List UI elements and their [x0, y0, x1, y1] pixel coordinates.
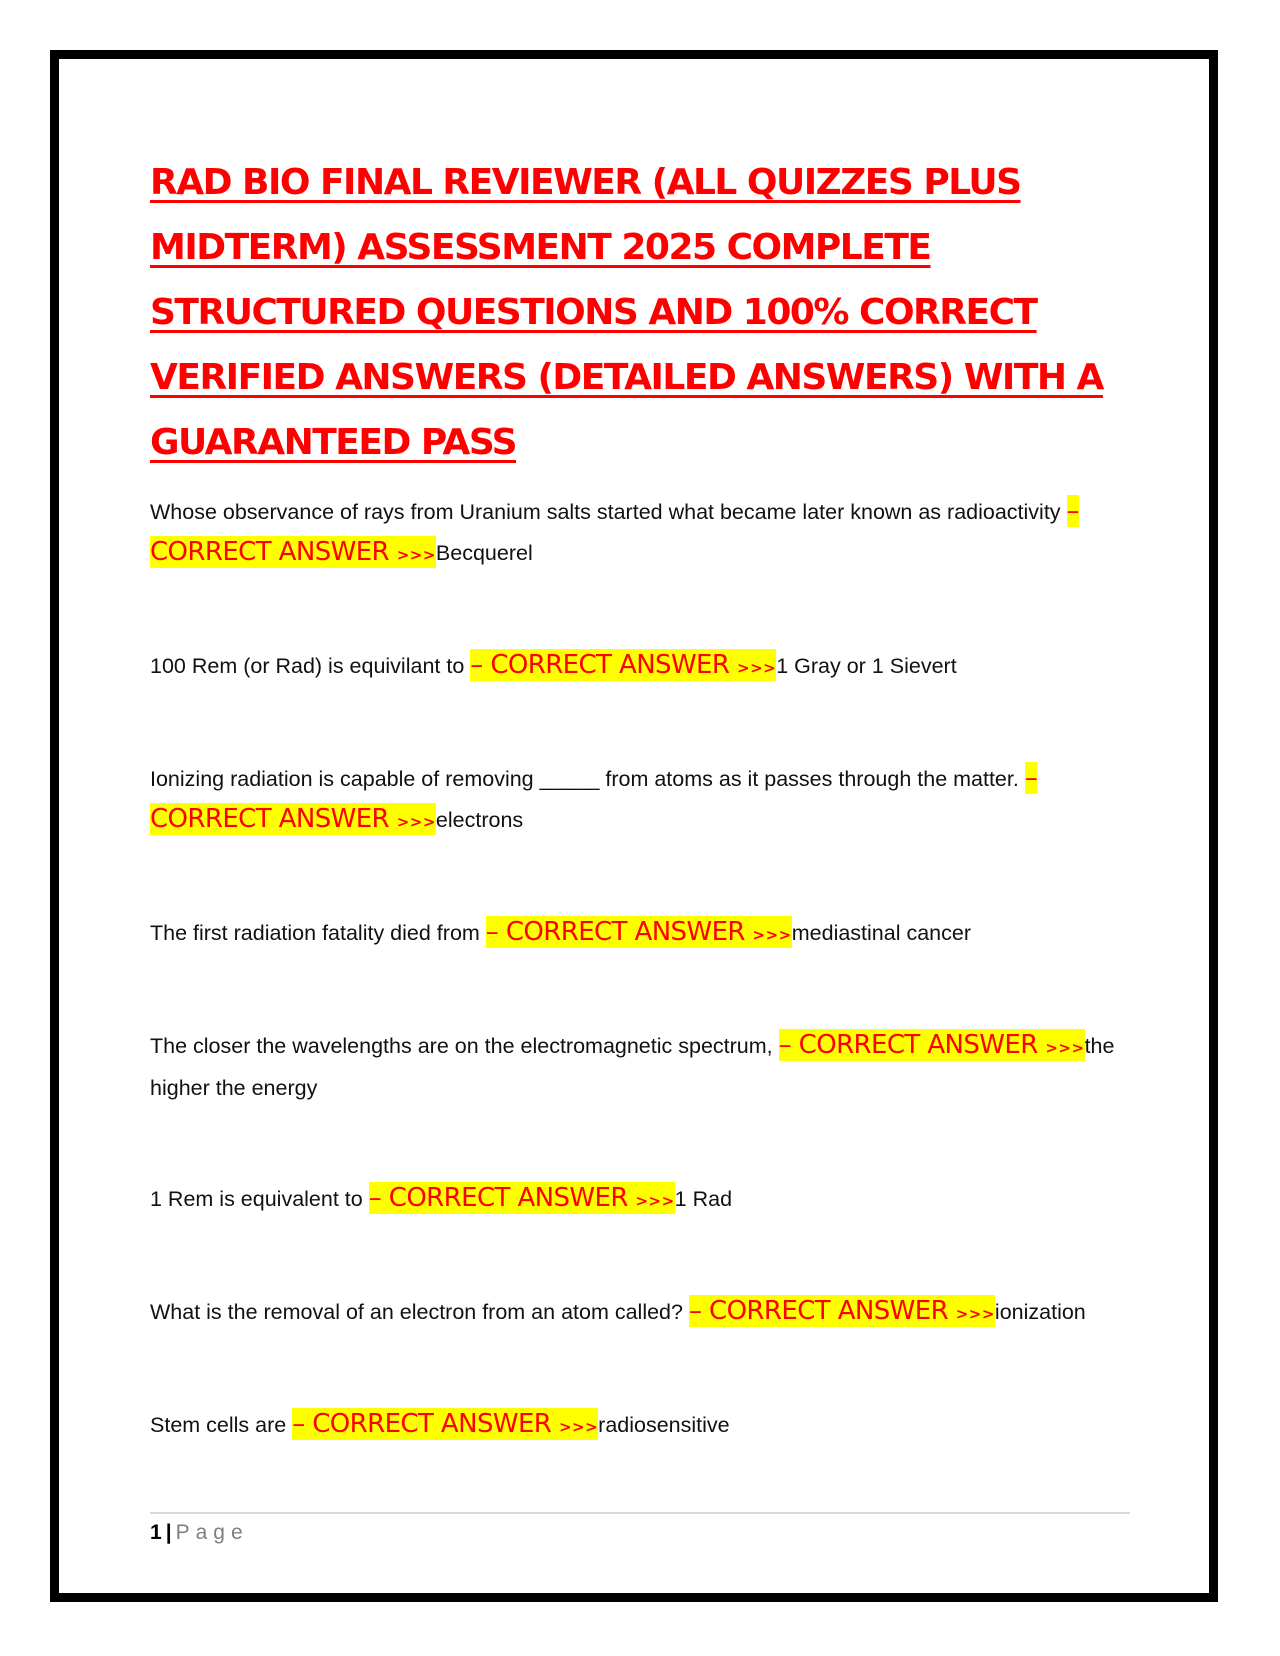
question-text: What is the removal of an electron from an atom called? — [150, 1300, 689, 1324]
document-title: RAD BIO FINAL REVIEWER (ALL QUIZZES PLUS MIDTERM) ASSESSMENT 2025 COMPLETE STRUCTURED QUESTIONS AND 100% CORRECT VERIFIED ANSWERS (DETAILED ANSWERS) WITH A GUARANTEED PASS — [150, 162, 1103, 463]
qa-item — [150, 491, 1130, 575]
answer-text: mediastinal cancer — [791, 921, 972, 945]
qa-item — [150, 1291, 1130, 1334]
qa-item — [150, 1025, 1130, 1108]
correct-answer-marker: – CORRECT ANSWER >>> — [688, 1296, 995, 1326]
question-text: The first radiation fatality died from — [150, 921, 486, 945]
answer-text: Becquerel — [435, 541, 533, 565]
page-label: Page — [175, 1521, 249, 1544]
answer-text: ionization — [994, 1300, 1086, 1324]
correct-answer-marker: – CORRECT ANSWER >>> — [485, 917, 792, 947]
footer-separator: | — [165, 1521, 172, 1544]
question-text: Stem cells are — [150, 1413, 293, 1437]
document-body — [150, 150, 1130, 1517]
qa-item — [150, 645, 1130, 688]
answer-text: electrons — [435, 808, 524, 832]
qa-list — [150, 491, 1130, 1447]
correct-answer-marker: – CORRECT ANSWER >>> — [150, 763, 1038, 834]
answer-text: 1 Gray or 1 Sievert — [776, 654, 957, 678]
question-text: 1 Rem is equivalent to — [150, 1187, 369, 1211]
footer-divider — [150, 1512, 1130, 1514]
answer-text: radiosensitive — [598, 1413, 730, 1437]
correct-answer-marker: – CORRECT ANSWER >>> — [292, 1409, 599, 1439]
question-text: Ionizing radiation is capable of removing _____ from atoms as it passes through the matter. — [150, 767, 1025, 791]
question-text: The closer the wavelengths are on the electromagnetic spectrum, — [150, 1034, 779, 1058]
qa-item — [150, 758, 1130, 842]
qa-item — [150, 1178, 1130, 1221]
answer-text: 1 Rad — [674, 1187, 733, 1211]
question-text: 100 Rem (or Rad) is equivilant to — [150, 654, 471, 678]
correct-answer-marker: – CORRECT ANSWER >>> — [368, 1183, 675, 1213]
correct-answer-marker: – CORRECT ANSWER >>> — [778, 1030, 1085, 1060]
question-text: Whose observance of rays from Uranium salts started what became later known as radioactivity — [150, 500, 1067, 524]
qa-item — [150, 1404, 1130, 1447]
page-number: 1 — [150, 1521, 162, 1544]
qa-item — [150, 912, 1130, 955]
answer-text: the higher the energy — [150, 1034, 1115, 1100]
page-footer — [150, 1518, 249, 1548]
correct-answer-marker: – CORRECT ANSWER >>> — [470, 650, 777, 680]
correct-answer-marker: – CORRECT ANSWER >>> — [150, 496, 1079, 567]
